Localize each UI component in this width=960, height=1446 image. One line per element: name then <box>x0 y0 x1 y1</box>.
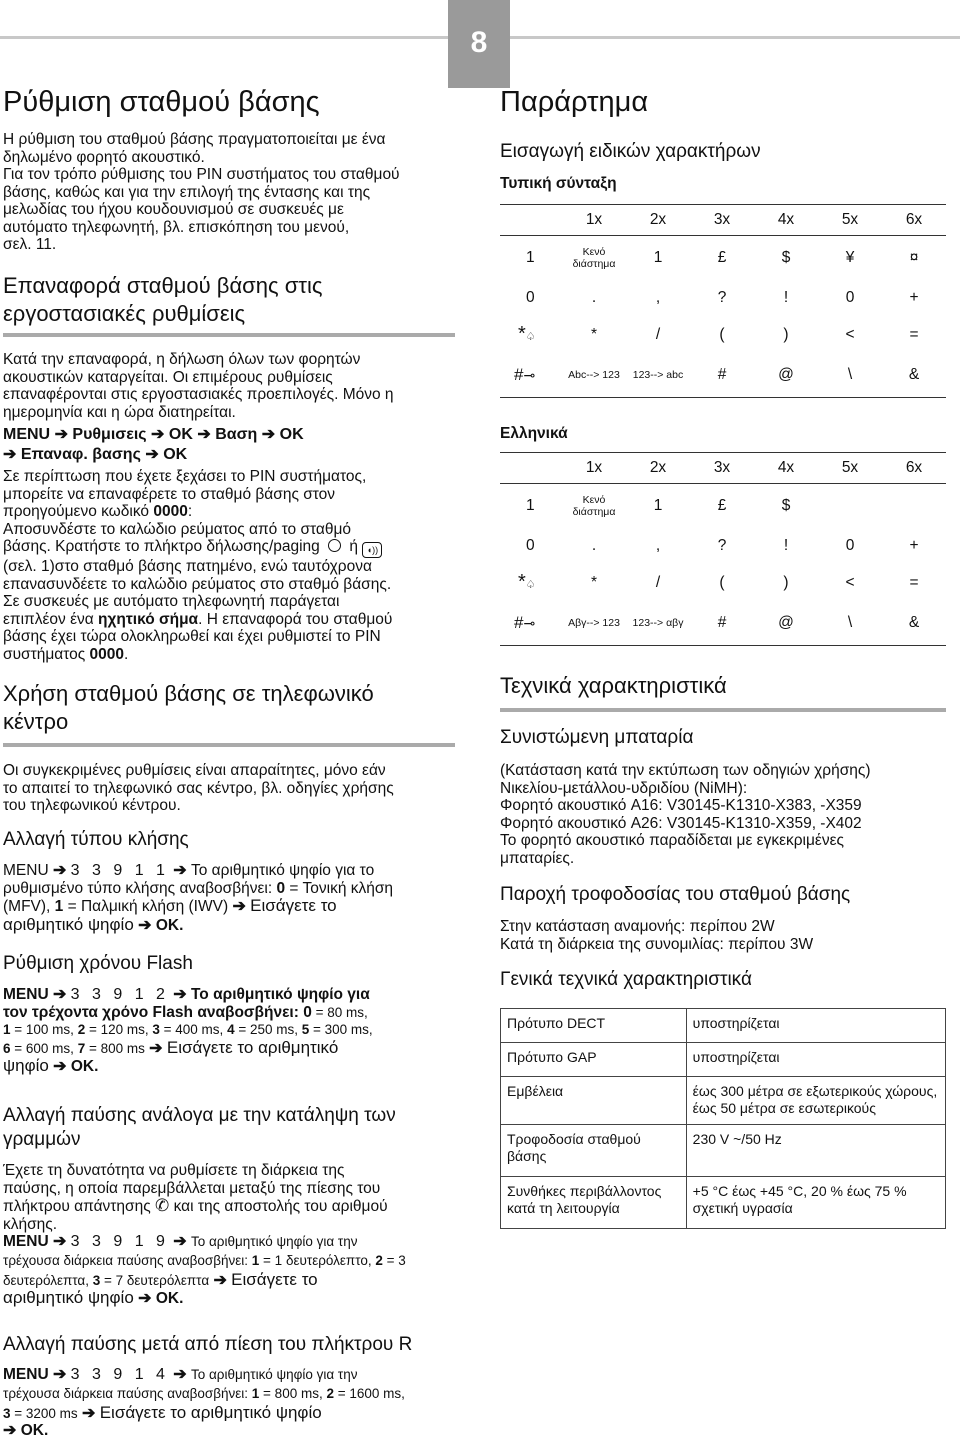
col-header: 2x <box>626 205 690 236</box>
heading-pause-line: Αλλαγή παύσης ανάλογα με την κατάληψη των γραμμών <box>3 1105 396 1150</box>
heading-power-supply: Παροχή τροφοδοσίας του σταθμού βάσης <box>500 884 851 905</box>
table-row: #⊸ Αβγ--> 123 123--> αβγ # @ \ & <box>500 602 946 646</box>
table-row: *♤ * / ( ) < = <box>518 571 919 593</box>
top-rule-right <box>510 36 960 39</box>
table-row: *♤ * / ( ) < = <box>518 323 919 345</box>
paging-key-icon: ◖)) <box>362 542 382 558</box>
pause-line-steps: Έχετε τη δυνατότητα να ρυθμίσετε τη διάρκεια της παύσης, η οποία παρεμβάλλεται μεταξύ της πίεσης του πλήκτρου απάντησης ✆ και της αποστολής του αριθμού κλήσης. MENU ➔ 3 3 9 1 9 ➔ Το αριθμητικό ψηφίο για την τρέχουσα διάρκεια παύσης αναβοσβήνει: 1 = 1 δευτερόλεπτο, 2 = 3 δευτερόλεπτα, 3 = 7 δευτερόλεπτα ➔ Εισάγετε το αριθμητικό ψηφίο ➔ OK. <box>3 1162 406 1307</box>
power-paragraph: Στην κατάσταση αναμονής: περίπου 2W Κατά τη διάρκεια της συνομιλίας: περίπου 3W <box>500 918 814 953</box>
label-standard: Τυπική σύνταξη <box>500 175 617 192</box>
col-header: 4x <box>754 453 818 484</box>
standard-chars-table <box>500 204 946 398</box>
page-number-tab: 8 <box>448 0 510 88</box>
heading-pause-r-key: Αλλαγή παύσης μετά από πίεση του πλήκτρου R <box>3 1334 413 1355</box>
heading-battery: Συνιστώμενη μπαταρία <box>500 727 694 748</box>
intro-paragraph: Η ρύθμιση του σταθμού βάσης πραγματοποιείται με ένα δηλωμένο φορητό ακουστικό. Για τον τρόπο ρύθμισης του PIN συστήματος του σταθμού βάσης, καθώς και για την επιλογή της έντασης και της μελωδίας του ήχου κουδουνισμού σε συσκευές με αυτόματο τηλεφωνητή, βλ. επισκόπηση του μενού, σελ. 11. <box>3 131 400 253</box>
pause-r-steps: MENU ➔ 3 3 9 1 4 ➔ Το αριθμητικό ψηφίο για την τρέχουσα διάρκεια παύσης αναβοσβήνει: 1 = 800 ms, 2 = 1600 ms, 3 = 3200 ms ➔ Εισάγετε το αριθμητικό ψηφίο ➔ OK. <box>3 1366 405 1439</box>
col-header: 3x <box>690 453 754 484</box>
reset-menu-path: MENU ➔ Ρυθμισεις ➔ OK ➔ Βαση ➔ OK ➔ Επαναφ. βασης ➔ OK <box>3 426 304 463</box>
col-header: 6x <box>882 205 946 236</box>
table-row: 1 Κενό διάστημα 1 £ $ <box>526 493 791 518</box>
heading-flash-time: Ρύθμιση χρόνου Flash <box>3 953 193 974</box>
label-greek: Ελληνικά <box>500 425 568 442</box>
reset-paragraph: Κατά την επαναφορά, η δήλωση όλων των φορητών ακουστικών καταργείται. Οι επιμέρους ρυθμίσεις επαναφέρονται στις εργοστασιακές προεπιλογές. Μόνο η ημερομηνία και η ώρα διατηρείται. <box>3 351 394 421</box>
col-header: 1x <box>562 205 626 236</box>
col-header: 3x <box>690 205 754 236</box>
col-header: 1x <box>562 453 626 484</box>
heading-factory-reset: Επαναφορά σταθμού βάσης στις εργοστασιακές ρυθμίσεις <box>3 273 323 326</box>
key-icon: ⊸ <box>523 615 536 632</box>
heading-pbx: Χρήση σταθμού βάσης σε τηλεφωνικό κέντρο <box>3 681 374 734</box>
heading-rule <box>500 708 946 712</box>
battery-paragraph: (Κατάσταση κατά την εκτύπωση των οδηγιών χρήσης) Νικελίου-μετάλλου-υδριδίου (NiMH): Φορητό ακουστικό A16: V30145-K1310-X383, -X359 Φορητό ακουστικό A26: V30145-K1310-X359, -X402 Το φορητό ακουστικό παραδίδεται με εγκεκριμένες μπαταρίες. <box>500 762 871 867</box>
heading-tech-specs: Τεχνικά χαρακτηριστικά <box>500 673 727 698</box>
table-row: 0 . , ? ! 0 + <box>526 288 919 306</box>
col-header: 2x <box>626 453 690 484</box>
heading-rule <box>3 743 455 747</box>
bell-icon: ♤ <box>525 331 536 343</box>
table-row: Τροφοδοσία σταθμού βάσης 230 V ~/50 Hz <box>501 1125 946 1177</box>
table-row: Εμβέλεια έως 300 μέτρα σε εξωτερικούς χώρους, έως 50 μέτρα σε εσωτερικούς <box>501 1077 946 1125</box>
top-rule-left <box>0 36 448 39</box>
heading-rule <box>3 333 455 337</box>
circle-key-icon <box>328 539 341 552</box>
key-icon: ⊸ <box>523 367 536 384</box>
heading-general-specs: Γενικά τεχνικά χαρακτηριστικά <box>500 969 752 990</box>
section-title-appendix: Παράρτημα <box>500 86 649 118</box>
table-row: #⊸ Abc--> 123 123--> abc # @ \ & <box>500 354 946 398</box>
greek-chars-table <box>500 452 946 646</box>
col-header: 6x <box>882 453 946 484</box>
table-row: Πρότυπο GAP υποστηρίζεται <box>501 1043 946 1077</box>
table-row: Πρότυπο DECT υποστηρίζεται <box>501 1009 946 1043</box>
col-header: 5x <box>818 205 882 236</box>
col-header: 5x <box>818 453 882 484</box>
general-specs-table <box>500 1008 946 1229</box>
heading-special-chars: Εισαγωγή ειδικών χαρακτήρων <box>500 141 761 162</box>
col-header: 4x <box>754 205 818 236</box>
pin-reset-paragraph: Σε περίπτωση που έχετε ξεχάσει το PIN συστήματος, μπορείτε να επαναφέρετε το σταθμό βάσης στον προηγούμενο κωδικό 0000: Αποσυνδέστε το καλώδιο ρεύματος από το σταθμό βάσης. Κρατήστε το πλήκτρο δήλωσης/paging ή ◖)) (σελ. 1)στο σταθμό βάσης πατημένο, ενώ ταυτόχρονα επανασυνδέετε το καλώδιο ρεύματος στο σταθμό βάσης. Σε συσκευές με αυτόματο τηλεφωνητή παράγεται επιπλέον ένα ηχητικό σήμα. Η επαναφορά του σταθμού βάσης έχει τώρα ολοκληρωθεί και έχει ρυθμιστεί το PIN συστήματος 0000. <box>3 468 393 663</box>
talk-key-icon: ✆ <box>155 1196 170 1215</box>
table-row: 1 Κενό διάστημα 1 £ $ ¥ ¤ <box>526 245 919 270</box>
flash-time-steps: MENU ➔ 3 3 9 1 2 ➔ Το αριθμητικό ψηφίο για τον τρέχοντα χρόνο Flash αναβοσβήνει: 0 = 80 ms, 1 = 100 ms, 2 = 120 ms, 3 = 400 ms, 4 = 250 ms, 5 = 300 ms, 6 = 600 ms, 7 = 800 ms ➔ Εισάγετε το αριθμητικό ψηφίο ➔ OK. <box>3 986 373 1075</box>
section-title-base-settings: Ρύθμιση σταθμού βάσης <box>3 86 320 118</box>
bell-icon: ♤ <box>525 579 536 591</box>
heading-dial-mode: Αλλαγή τύπου κλήσης <box>3 829 189 850</box>
dial-mode-steps: MENU ➔ 3 3 9 1 1 ➔ Το αριθμητικό ψηφίο για το ρυθμισμένο τύπο κλήσης αναβοσβήνει: 0 = Τονική κλήση (MFV), 1 = Παλμική κλήση (IWV) ➔ Εισάγετε το αριθμητικό ψηφίο ➔ OK. <box>3 862 394 934</box>
pbx-paragraph: Οι συγκεκριμένες ρυθμίσεις είναι απαραίτητες, μόνο εάν το απαιτεί το τηλεφωνικό σας κέντρο, βλ. οδηγίες χρήσης του τηλεφωνικού κέντρου. <box>3 762 394 814</box>
table-row: Συνθήκες περιβάλλοντος κατά τη λειτουργία +5 °C έως +45 °C, 20 % έως 75 % σχετική υγρασία <box>501 1177 946 1229</box>
table-row: 0 . , ? ! 0 + <box>526 536 919 554</box>
